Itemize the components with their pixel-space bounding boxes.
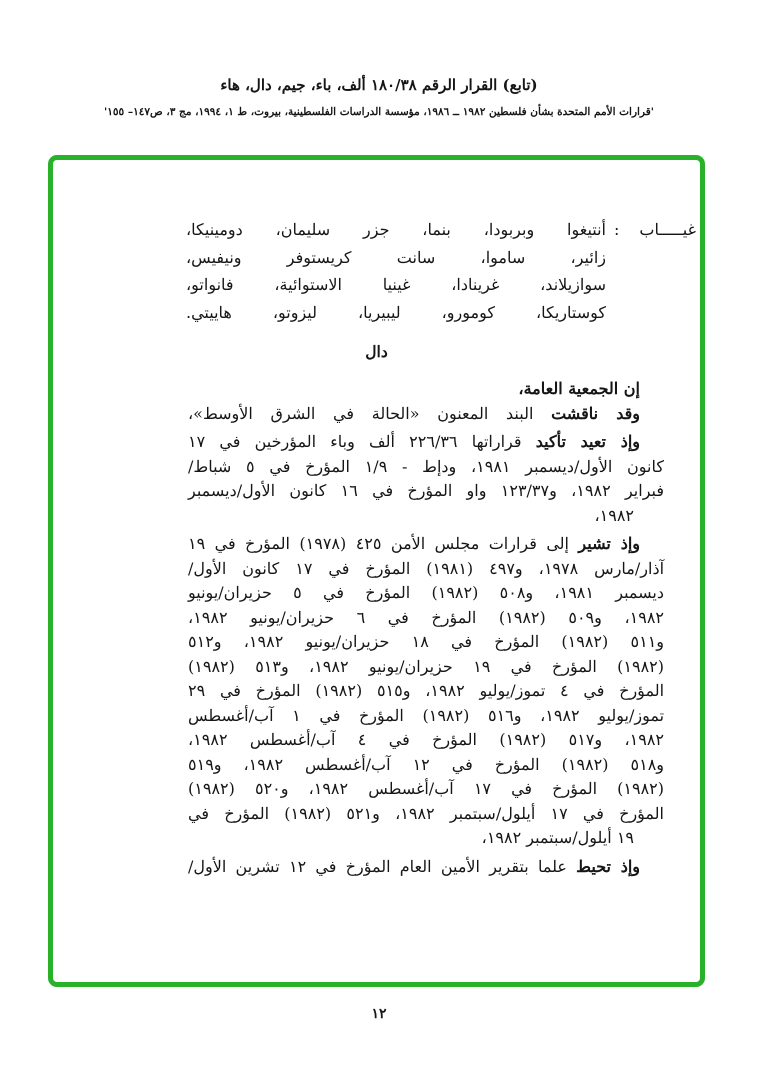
paragraph-line: فبراير ١٩٨٢، و١٢٣/٣٧ واو المؤرخ في ١٦ كانون الأول/ديسمبر: [188, 481, 664, 500]
paragraph-lead: وإذ تحيط: [576, 856, 640, 876]
paragraph-line: المؤرخ في ١٧ أيلول/سبتمبر ١٩٨٢، و٥٢١ (١٩٨٢) المؤرخ في: [188, 803, 664, 823]
absent-label: [614, 216, 696, 326]
paragraph-lead: وإذ تشير: [578, 534, 641, 553]
page-title: (تابع) القرار الرقم ١٨٠/٣٨ ألف، باء، جيم، دال، هاء: [220, 76, 538, 94]
paragraph-last-line: ١٩ أيلول/سبتمبر ١٩٨٢،: [481, 828, 634, 847]
paragraph-line: آذار/مارس ١٩٧٨، و٤٩٧ (١٩٨١) المؤرخ في ١٧ كانون الأول/: [188, 558, 665, 578]
absent-line: أنتيغوا وبربودا، بنما، جزر سليمان، دومينيكا،: [186, 220, 606, 239]
absent-label-word: غيـــــاب: [639, 220, 696, 239]
paragraph-lead: وإذ تعيد تأكيد: [535, 432, 640, 451]
paragraph-line: (١٩٨٢) المؤرخ في ١٧ آب/أغسطس ١٩٨٢، و٥٢٠ (١٩٨٢): [188, 779, 665, 798]
decision-frame: [48, 155, 705, 987]
paragraph-line: المؤرخ في ٤ تموز/يوليو ١٩٨٢، و٥١٥ (١٩٨٢) المؤرخ في ٢٩: [188, 681, 665, 700]
paragraph-lead: وقد ناقشت: [551, 403, 641, 423]
paragraph-rest: قراراتها ٢٢٦/٣٦ ألف وباء المؤرخين في ١٧: [188, 432, 536, 451]
paragraph-last-line: ١٩٨٢،: [594, 505, 634, 525]
paragraph-intro: إن الجمعية العامة،: [518, 379, 640, 398]
section-heading-dal: دال: [365, 342, 388, 361]
resolution-body: [188, 377, 664, 879]
paragraph-recall: [188, 532, 664, 851]
absent-line: سوازيلاند، غرينادا، غينيا الاستوائية، فانواتو،: [186, 275, 606, 294]
paragraph-rest: البند المعنون «الحالة في الشرق الأوسط»،: [188, 403, 552, 423]
paragraph-first-line: [188, 430, 664, 455]
paragraph-rest: علما بتقرير الأمين العام المؤرخ في ١٢ تشرين الأول/: [188, 856, 577, 876]
paragraph-line: ١٩٨٢، و٥١٧ (١٩٨٢) المؤرخ في ٤ آب/أغسطس ١٩٨٢،: [188, 730, 665, 749]
paragraph-line: (١٩٨٢) المؤرخ في ١٩ حزيران/يونيو ١٩٨٢، و٥١٣ (١٩٨٢): [188, 656, 665, 676]
paragraph-rest: إلى قرارات مجلس الأمن ٤٢٥ (١٩٧٨) المؤرخ في ١٩: [188, 534, 579, 553]
paragraph-discussed: [188, 402, 664, 427]
paragraph-line: و٥١٨ (١٩٨٢) المؤرخ في ١٢ آب/أغسطس ١٩٨٢، و٥١٩: [188, 754, 665, 774]
citation-line: 'قرارات الأمم المتحدة بشأن فلسطين ١٩٨٢ ــ ١٩٨٦، مؤسسة الدراسات الفلسطينية، بيروت، ط ١، ١٩٩٤، مج ٣، ص١٤٧– ١٥٥': [104, 106, 654, 118]
paragraph-reaffirm: [188, 430, 664, 528]
absent-block: [53, 216, 696, 326]
frame-content: [53, 160, 700, 879]
absent-line: زائير، ساموا، سانت كريستوفر ونيفيس،: [186, 247, 606, 267]
paragraph-line: ١٩٨٢، و٥٠٩ (١٩٨٢) المؤرخ في ٦ حزيران/يونيو ١٩٨٢،: [188, 607, 664, 627]
paragraph-line: تموز/يوليو ١٩٨٢، و٥١٦ (١٩٨٢) المؤرخ في ١ آب/أغسطس: [188, 705, 665, 725]
paragraph-line: كانون الأول/ديسمبر ١٩٨١، ودإط - ١/٩ المؤرخ في ٥ شباط/: [188, 456, 665, 476]
paragraph-line: و٥١١ (١٩٨٢) المؤرخ في ١٨ حزيران/يونيو ١٩٨٢، و٥١٢: [188, 632, 665, 651]
absent-line: كوستاريكا، كومورو، ليبيريا، ليزوتو، هاييتي.: [186, 302, 606, 322]
absent-label-colon: :: [614, 220, 620, 239]
paragraph-first-line: [188, 532, 664, 557]
paragraph-note: [188, 855, 664, 880]
paragraph-line: ديسمبر ١٩٨١، و٥٠٨ (١٩٨٢) المؤرخ في ٥ حزيران/يونيو: [188, 583, 665, 602]
absent-country-list: [186, 216, 606, 326]
page-number: ١٢: [371, 1006, 387, 1022]
